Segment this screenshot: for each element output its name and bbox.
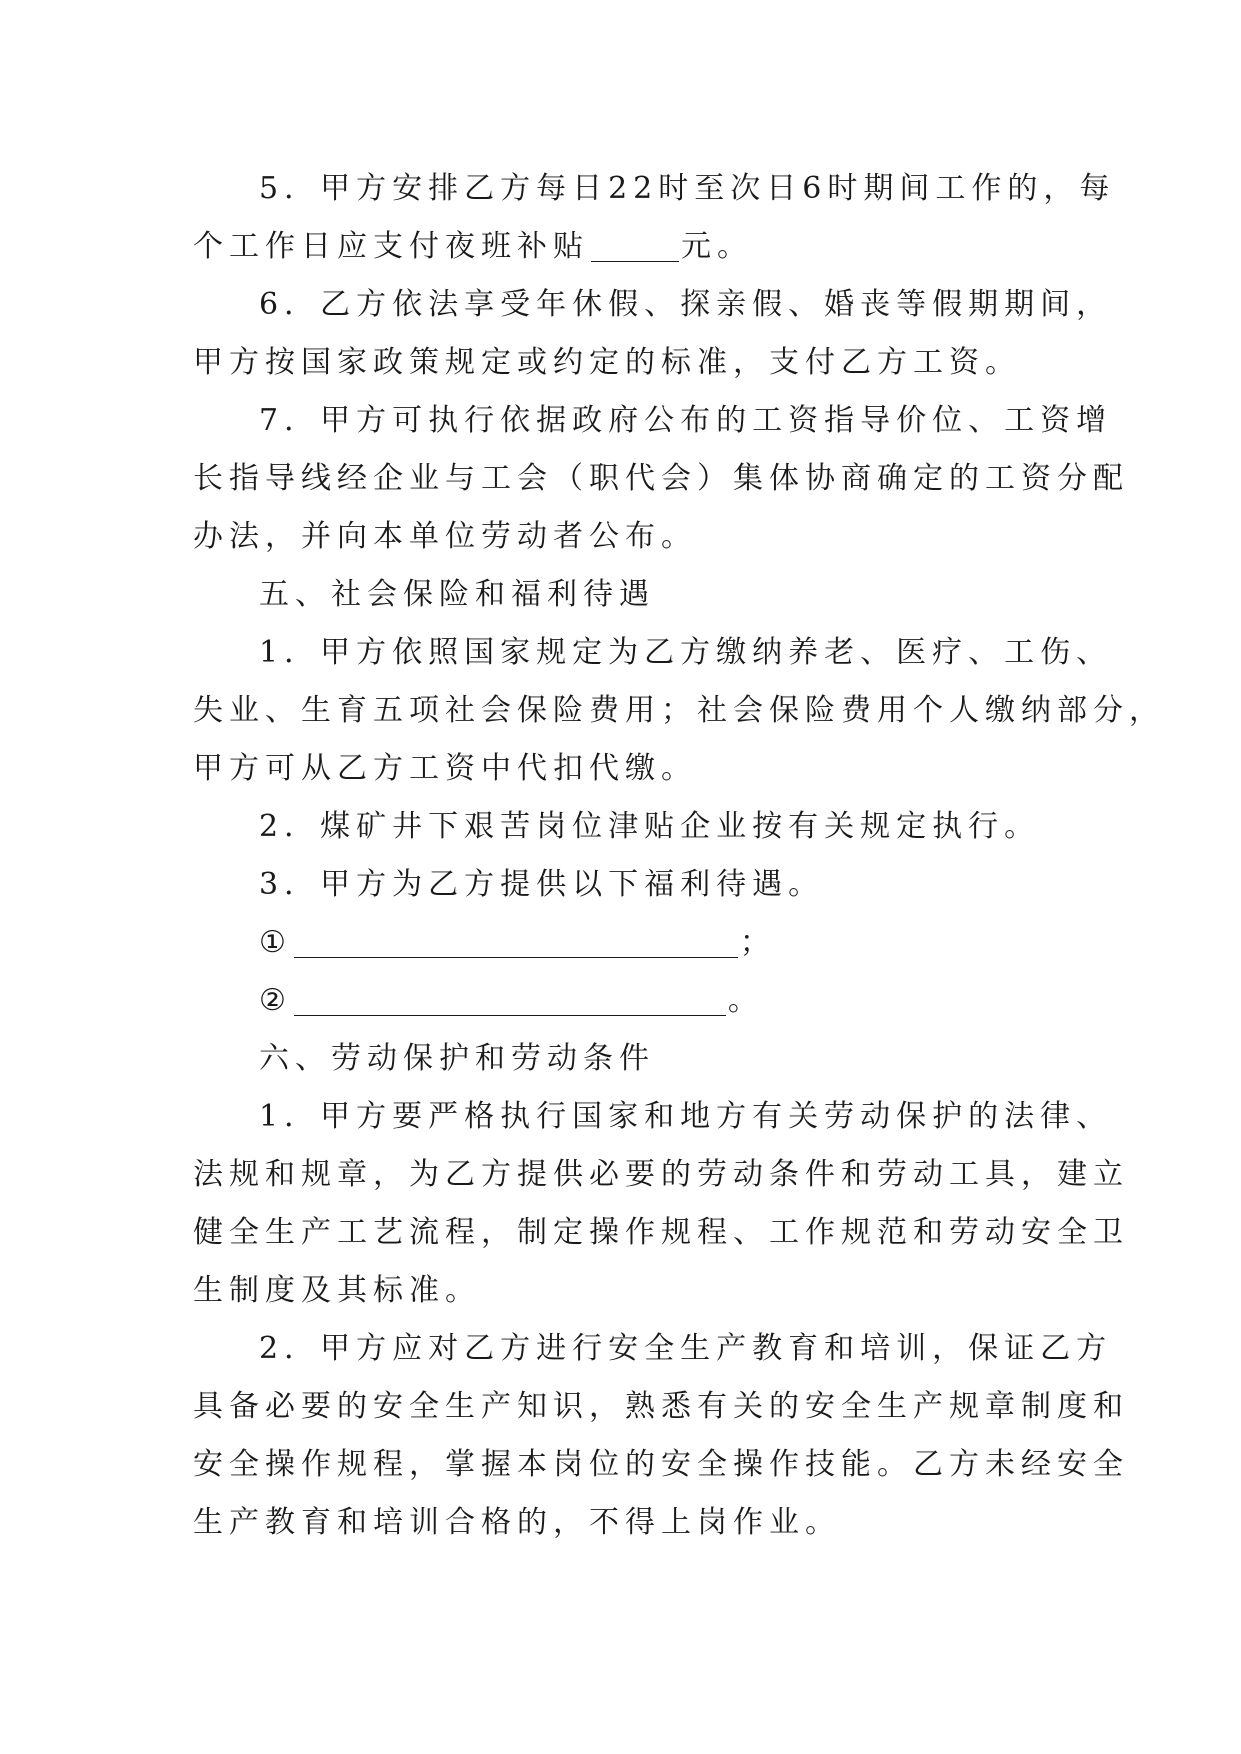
protection-clause-1-line-1: 1．甲方要严格执行国家和地方有关劳动保护的法律、 [259,1099,1113,1134]
benefit-item-1-blank [294,929,738,958]
protection-clause-2-line-1: 2．甲方应对乙方进行安全生产教育和培训，保证乙方 [259,1331,1113,1366]
night-allowance-blank [591,233,679,262]
insurance-clause-2: 2．煤矿井下艰苦岗位津贴企业按有关规定执行。 [259,809,1041,844]
document-body [193,160,1165,1552]
clause-6-line-2: 甲方按国家政策规定或约定的标准，支付乙方工资。 [193,345,1021,380]
clause-7-line-3: 办法，并向本单位劳动者公布。 [193,519,697,554]
protection-clause-2-line-3: 安全操作规程，掌握本岗位的安全操作技能。乙方未经安全 [193,1447,1129,1482]
clause-6-line-1: 6．乙方依法享受年休假、探亲假、婚丧等假期期间， [259,287,1113,322]
protection-clause-2-line-4: 生产教育和培训合格的，不得上岗作业。 [193,1505,841,1540]
benefit-item-1-marker: ① [259,925,292,960]
protection-clause-1-line-3: 健全生产工艺流程，制定操作规程、工作规范和劳动安全卫 [193,1215,1129,1250]
benefit-item-1-end: ； [739,925,776,960]
benefit-item-2 [193,972,1053,1030]
section-6-heading: 六、劳动保护和劳动条件 [259,1041,655,1076]
insurance-clause-3: 3．甲方为乙方提供以下福利待遇。 [259,867,825,902]
protection-clause-2-line-2: 具备必要的安全生产知识，熟悉有关的安全生产规章制度和 [193,1389,1129,1424]
insurance-clause-1-line-3: 甲方可从乙方工资中代扣代缴。 [193,751,697,786]
clause-7-line-1: 7．甲方可执行依据政府公布的工资指导价位、工资增 [259,403,1113,438]
clause-5-text: 个工作日应支付夜班补贴 [193,229,589,264]
clause-5-unit: 元。 [681,229,753,264]
protection-clause-1-line-2: 法规和规章，为乙方提供必要的劳动条件和劳动工具，建立 [193,1157,1129,1192]
benefit-item-1 [193,914,1053,972]
benefit-item-2-blank [294,987,726,1016]
insurance-clause-1-line-2: 失业、生育五项社会保险费用；社会保险费用个人缴纳部分， [193,693,1165,728]
insurance-clause-1-line-1: 1．甲方依照国家规定为乙方缴纳养老、医疗、工伤、 [259,635,1113,670]
benefit-item-2-marker: ② [259,983,292,1018]
protection-clause-1-line-4: 生制度及其标准。 [193,1273,481,1308]
clause-7-line-2: 长指导线经企业与工会（职代会）集体协商确定的工资分配 [193,461,1129,496]
section-5-heading: 五、社会保险和福利待遇 [259,577,655,612]
clause-5-line-2 [193,218,1053,276]
clause-5-line-1: 5．甲方安排乙方每日22时至次日6时期间工作的，每 [259,171,1116,206]
benefit-item-2-end: 。 [727,983,764,1018]
